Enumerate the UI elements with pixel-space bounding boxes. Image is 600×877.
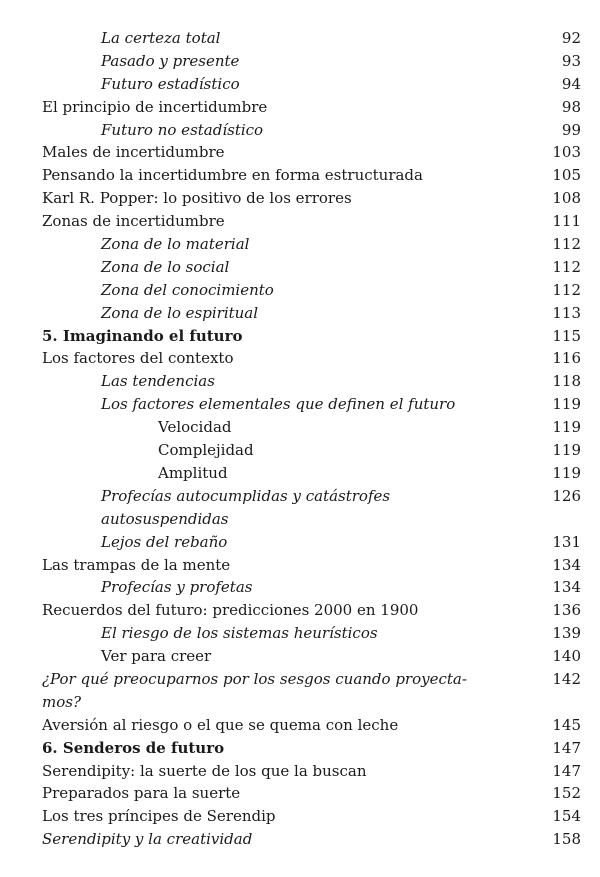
toc-entry [0, 210, 600, 233]
toc-entry [0, 164, 600, 187]
toc-entry [0, 439, 600, 462]
toc-page-number: 136 [552, 601, 581, 620]
toc-entry-title-line: Karl R. Popper: lo positivo de los errores [42, 189, 352, 208]
toc-entry [0, 760, 600, 783]
toc-page-number: 142 [552, 669, 581, 688]
toc-entry-title-continuation: mos? [42, 692, 81, 711]
toc-entry-title [42, 760, 367, 783]
toc-page-number: 92 [561, 29, 581, 47]
toc-page-number: 119 [552, 395, 581, 414]
toc-page-number: 112 [552, 257, 581, 276]
toc-entry [0, 96, 600, 119]
toc-entry [0, 782, 600, 805]
toc-entry-title [101, 302, 258, 325]
toc-entry [0, 531, 600, 554]
toc-entry-title [42, 714, 398, 737]
toc-entry-title [101, 531, 227, 554]
toc-entry [0, 119, 600, 142]
toc-page-number: 119 [552, 418, 581, 437]
toc-entry-title [158, 462, 228, 485]
toc-entry [0, 256, 600, 279]
toc-entry-title-line: Zona de lo espiritual [101, 303, 259, 322]
toc-page-number: 131 [552, 532, 581, 551]
toc-page-number: 115 [552, 326, 581, 345]
toc-entry-title-line: Lejos del rebaño [101, 532, 228, 551]
toc-page-number: 111 [552, 212, 581, 231]
toc-entry [0, 73, 600, 96]
toc-page-number: 134 [552, 555, 581, 574]
toc-entry-title-line: Amplitud [158, 463, 228, 482]
toc-entry [0, 27, 600, 50]
toc-entry-title-line: El riesgo de los sistemas heurísticos [101, 624, 378, 643]
toc-entry-title-line: Zona de lo material [101, 235, 250, 254]
toc-entry [0, 233, 600, 256]
toc-entry-title [42, 554, 230, 577]
toc-entry-title [42, 805, 275, 828]
toc-page-number: 116 [552, 349, 581, 368]
toc-entry [0, 828, 600, 851]
toc-entry [0, 805, 600, 828]
table-of-contents [0, 27, 600, 851]
toc-entry-title [101, 233, 249, 256]
toc-entry-title-continuation: autosuspendidas [101, 509, 229, 528]
toc-page-number: 145 [552, 715, 581, 734]
toc-entry-title [101, 576, 252, 599]
toc-entry-title [42, 668, 467, 714]
toc-entry-title-line: Profecías autocumplidas y catástrofes [101, 486, 391, 505]
toc-page-number: 119 [552, 441, 581, 460]
toc-entry-title [42, 347, 233, 370]
toc-entry [0, 416, 600, 439]
toc-page-number: 118 [552, 372, 581, 391]
toc-entry-title [101, 370, 215, 393]
toc-entry-title [158, 416, 232, 439]
toc-chapter-heading [0, 737, 600, 760]
toc-entry-title [101, 393, 455, 416]
toc-entry [0, 462, 600, 485]
toc-page-number: 140 [552, 647, 581, 666]
toc-entry-title-line: Zonas de incertidumbre [42, 212, 225, 231]
toc-page-number: 147 [552, 761, 581, 780]
toc-entry-title [101, 27, 220, 50]
toc-entry-title-line: Los tres príncipes de Serendip [42, 807, 276, 826]
toc-entry-title [101, 279, 274, 302]
toc-entry-title-line: Futuro no estadístico [101, 120, 264, 139]
toc-entry-title-line: Serendipity y la creatividad [42, 830, 253, 849]
toc-entry-title-line: Zona de lo social [101, 257, 230, 276]
toc-entry-title-line: Velocidad [158, 418, 232, 437]
toc-entry [0, 645, 600, 668]
toc-entry [0, 714, 600, 737]
toc-entry-title [42, 828, 252, 851]
toc-entry [0, 576, 600, 599]
toc-page-number: 154 [552, 807, 581, 826]
toc-page-number: 99 [561, 120, 581, 139]
toc-entry [0, 347, 600, 370]
toc-entry [0, 50, 600, 73]
toc-entry-title [101, 256, 229, 279]
toc-page-number: 98 [561, 97, 581, 116]
toc-page-number: 147 [552, 738, 581, 757]
toc-entry-title-line: Futuro estadístico [101, 74, 240, 93]
toc-entry-title-line: ¿Por qué preocuparnos por los sesgos cuando proyecta- [42, 669, 467, 688]
toc-page-number: 158 [552, 830, 581, 849]
toc-page-number: 134 [552, 578, 581, 597]
toc-entry-title [42, 599, 418, 622]
toc-entry-title [42, 210, 225, 233]
toc-entry [0, 622, 600, 645]
toc-entry-title-line: Ver para creer [101, 647, 212, 666]
toc-page-number: 119 [552, 463, 581, 482]
toc-entry-title-line: Complejidad [158, 441, 254, 460]
toc-page-number: 103 [552, 143, 581, 162]
toc-entry [0, 141, 600, 164]
toc-page-number: 94 [561, 74, 581, 93]
toc-entry-title-line: Las trampas de la mente [42, 555, 231, 574]
toc-entry-title [42, 782, 240, 805]
toc-entry-title-line: Los factores elementales que definen el futuro [101, 395, 456, 414]
toc-entry [0, 393, 600, 416]
toc-entry [0, 485, 600, 531]
toc-entry-title [42, 737, 224, 760]
toc-entry [0, 370, 600, 393]
toc-page-number: 113 [552, 303, 581, 322]
toc-entry [0, 302, 600, 325]
toc-entry-title-line: Pensando la incertidumbre en forma estructurada [42, 166, 423, 185]
toc-entry-title [101, 73, 240, 96]
toc-entry-title-line: 6. Senderos de futuro [42, 738, 225, 757]
toc-entry-title [101, 50, 239, 73]
toc-page-number: 105 [552, 166, 581, 185]
toc-entry-title-line: Males de incertidumbre [42, 143, 225, 162]
toc-entry-title-line: Profecías y profetas [101, 578, 253, 597]
toc-chapter-heading [0, 325, 600, 348]
toc-entry-title-line: Recuerdos del futuro: predicciones 2000 en 1900 [42, 601, 419, 620]
toc-page-number: 108 [552, 189, 581, 208]
toc-entry-title-line: Las tendencias [101, 372, 215, 391]
toc-entry-title [42, 141, 225, 164]
toc-entry-title [158, 439, 254, 462]
toc-entry [0, 554, 600, 577]
toc-entry-title [101, 622, 378, 645]
toc-page-number: 152 [552, 784, 581, 803]
toc-entry-title [42, 164, 423, 187]
toc-entry-title-line: Aversión al riesgo o el que se quema con leche [42, 715, 399, 734]
toc-page-number: 126 [552, 486, 581, 505]
toc-entry-title [101, 645, 211, 668]
toc-entry-title-line: Preparados para la suerte [42, 784, 241, 803]
toc-entry-title-line: El principio de incertidumbre [42, 97, 268, 116]
toc-entry-title-line: 5. Imaginando el futuro [42, 326, 243, 345]
toc-page-number: 139 [552, 624, 581, 643]
toc-entry-title [101, 119, 263, 142]
toc-entry-title-line: Pasado y presente [101, 51, 240, 70]
toc-entry [0, 668, 600, 714]
toc-page-number: 93 [561, 51, 581, 70]
toc-page-number: 112 [552, 235, 581, 254]
toc-entry-title-line: Los factores del contexto [42, 349, 234, 368]
toc-entry [0, 187, 600, 210]
toc-entry-title [42, 325, 243, 348]
toc-entry-title [42, 96, 267, 119]
toc-entry-title [42, 187, 352, 210]
toc-entry [0, 599, 600, 622]
toc-entry-title-line: Zona del conocimiento [101, 280, 274, 299]
toc-entry [0, 279, 600, 302]
toc-entry-title-line: Serendipity: la suerte de los que la buscan [42, 761, 367, 780]
toc-entry-title-line: La certeza total [101, 29, 221, 47]
toc-entry-title [101, 485, 390, 531]
toc-page-number: 112 [552, 280, 581, 299]
